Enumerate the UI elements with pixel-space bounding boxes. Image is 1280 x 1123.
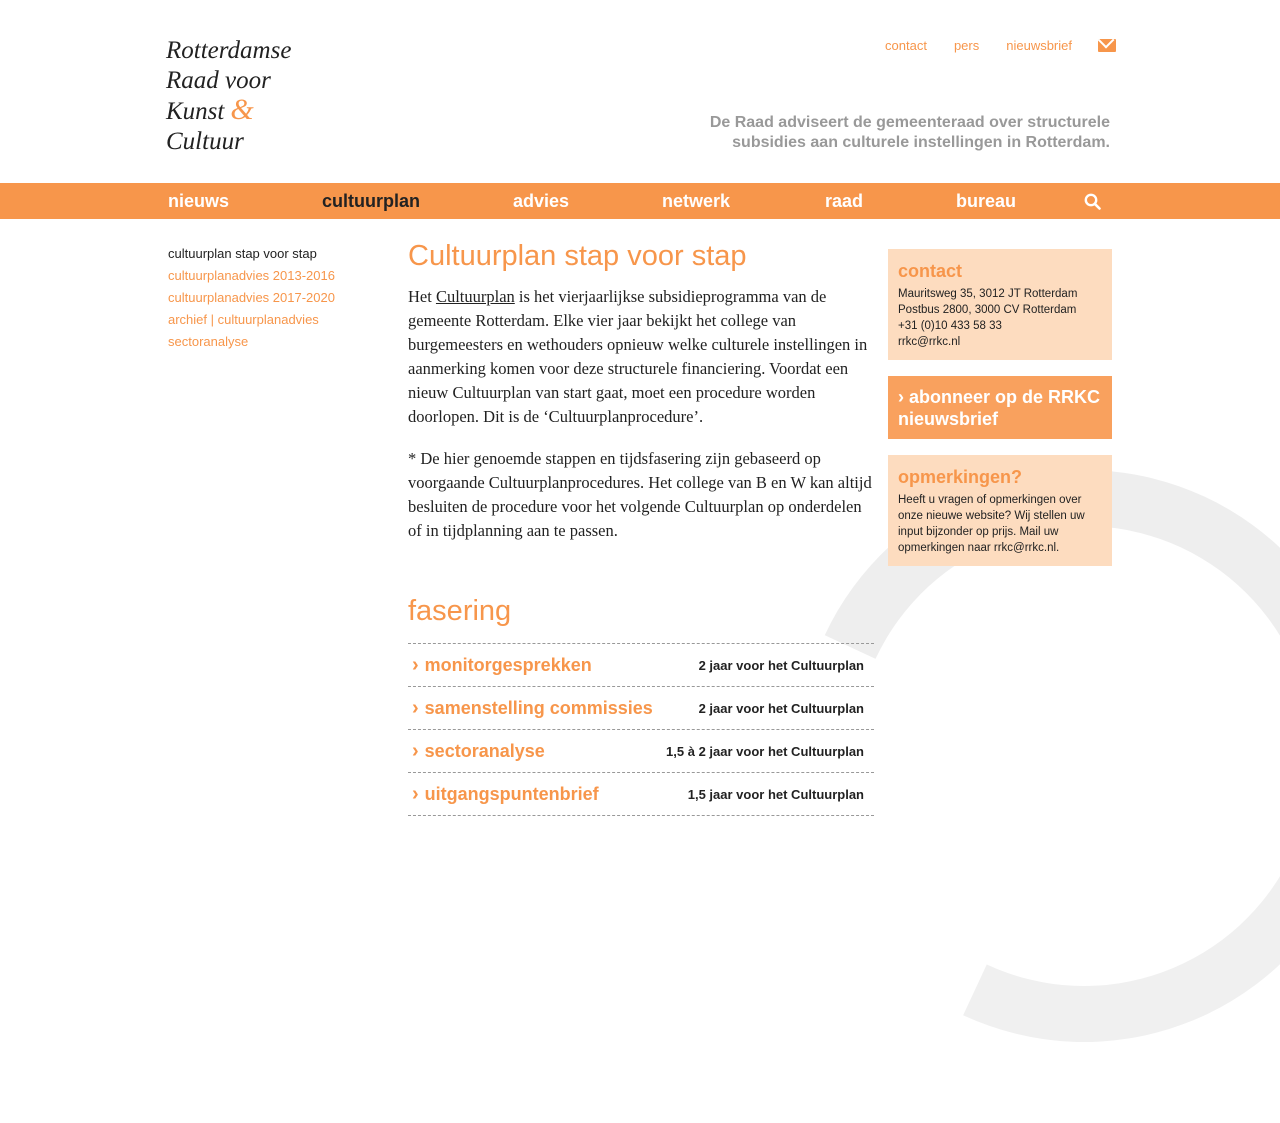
intro-text-rest: is het vierjaarlijkse subsidieprogramma van de gemeente Rotterdam. Elke vier jaar bekijkt het college van burgemeesters en wethouders opnieuw welke culturele instellingen in aanmerking komen voor deze structurele financiering. Voordat een nieuw Cultuurplan van start gaat, moet een procedure worden doorlopen. Dit is de ‘Cultuurplanprocedure’. (408, 287, 868, 426)
logo-line-2: Raad voor (166, 66, 271, 94)
intro-text-start: Het (408, 287, 436, 306)
sub-navigation (168, 243, 335, 353)
remarks-box-title: opmerkingen? (898, 467, 1023, 487)
subscribe-label: abonneer op de RRKC nieuwsbrief (898, 387, 1101, 429)
nav-item-raad[interactable]: raad (825, 191, 864, 211)
main-nav (0, 183, 1280, 219)
note-paragraph: * De hier genoemde stappen en tijdsfasering zijn gebaseerd op voorgaande Cultuurplanprocedures. Het college van B en W kan altijd besluiten de procedure voor het volgende Cultuurplan op onderdelen of in tijdplanning aan te passen. (408, 449, 872, 540)
chevron-right-icon: › (412, 697, 419, 719)
contact-link[interactable]: contact (885, 38, 927, 53)
nav-item-nieuws[interactable]: nieuws (168, 191, 230, 211)
subnav-item-sectoranalyse[interactable]: sectoranalyse (168, 334, 249, 349)
contact-email[interactable]: rrkc@rrkc.nl (898, 336, 961, 348)
phase-timing: 2 jaar voor het Cultuurplan (698, 700, 864, 716)
chevron-right-icon: › (898, 387, 909, 407)
section-title-fasering: fasering (408, 595, 512, 627)
sidebar (888, 249, 1112, 582)
logo-ampersand: & (230, 93, 254, 126)
phase-name: sectoranalyse (424, 740, 545, 761)
phase-timing: 1,5 à 2 jaar voor het Cultuurplan (666, 743, 864, 759)
top-links (858, 38, 1116, 53)
chevron-right-icon: › (412, 654, 419, 676)
phase-name-wrap (408, 784, 599, 805)
phase-timing: 1,5 jaar voor het Cultuurplan (687, 786, 864, 802)
tagline: De Raad adviseert de gemeenteraad over structurele subsidies aan culturele instellingen in Rotterdam. (709, 114, 1110, 151)
main-content (408, 238, 874, 816)
phase-list (408, 643, 874, 816)
phase-name: monitorgesprekken (424, 654, 592, 675)
phase-name-wrap (408, 698, 653, 719)
subnav-item-stap-voor-stap[interactable]: cultuurplan stap voor stap (168, 246, 317, 261)
subscribe-newsletter-button[interactable] (888, 376, 1112, 439)
cultuurplan-link[interactable]: Cultuurplan (435, 287, 515, 306)
contact-address-2: Postbus 2800, 3000 CV Rotterdam (898, 304, 1077, 316)
logo-line-3-wrap (166, 95, 426, 127)
intro-paragraph (408, 285, 874, 429)
logo-line-3: Kunst (166, 98, 225, 125)
logo-line-4: Cultuur (166, 127, 244, 155)
nav-item-netwerk[interactable]: netwerk (662, 191, 731, 211)
subnav-item-advies-2013-2016[interactable]: cultuurplanadvies 2013-2016 (168, 268, 335, 283)
nav-item-cultuurplan[interactable]: cultuurplan (322, 191, 420, 211)
site-logo[interactable] (166, 36, 426, 186)
phase-timing: 2 jaar voor het Cultuurplan (698, 657, 864, 673)
chevron-right-icon: › (412, 783, 419, 805)
contact-box (888, 249, 1112, 360)
contact-phone: +31 (0)10 433 58 33 (898, 320, 1002, 332)
logo-line-1: Rotterdamse (166, 37, 292, 64)
contact-box-title: contact (898, 261, 963, 281)
remarks-text: Heeft u vragen of opmerkingen over onze nieuwe website? Wij stellen uw input bijzonder op prijs. Mail uw opmerkingen naar rrkc@rrkc.nl. (898, 494, 1085, 554)
phase-row[interactable] (408, 687, 874, 730)
contact-address-1: Mauritsweg 35, 3012 JT Rotterdam (898, 288, 1078, 300)
nieuwsbrief-link[interactable]: nieuwsbrief (1006, 38, 1072, 53)
chevron-right-icon: › (412, 740, 419, 762)
subnav-item-archief[interactable]: archief | cultuurplanadvies (168, 312, 319, 327)
search-icon[interactable] (1084, 193, 1101, 210)
phase-row[interactable] (408, 644, 874, 687)
phase-row[interactable] (408, 730, 874, 773)
phase-row[interactable] (408, 773, 874, 816)
page-title: Cultuurplan stap voor stap (408, 240, 747, 272)
phase-name-wrap (408, 741, 545, 762)
envelope-icon[interactable] (1098, 39, 1116, 52)
nav-item-bureau[interactable]: bureau (956, 191, 1017, 211)
pers-link[interactable]: pers (953, 38, 980, 53)
subnav-item-advies-2017-2020[interactable]: cultuurplanadvies 2017-2020 (168, 290, 335, 305)
nav-item-advies[interactable]: advies (513, 191, 570, 211)
remarks-box (888, 455, 1112, 566)
phase-name-wrap (408, 655, 592, 676)
phase-name: uitgangspuntenbrief (424, 783, 599, 804)
phase-name: samenstelling commissies (424, 697, 653, 718)
